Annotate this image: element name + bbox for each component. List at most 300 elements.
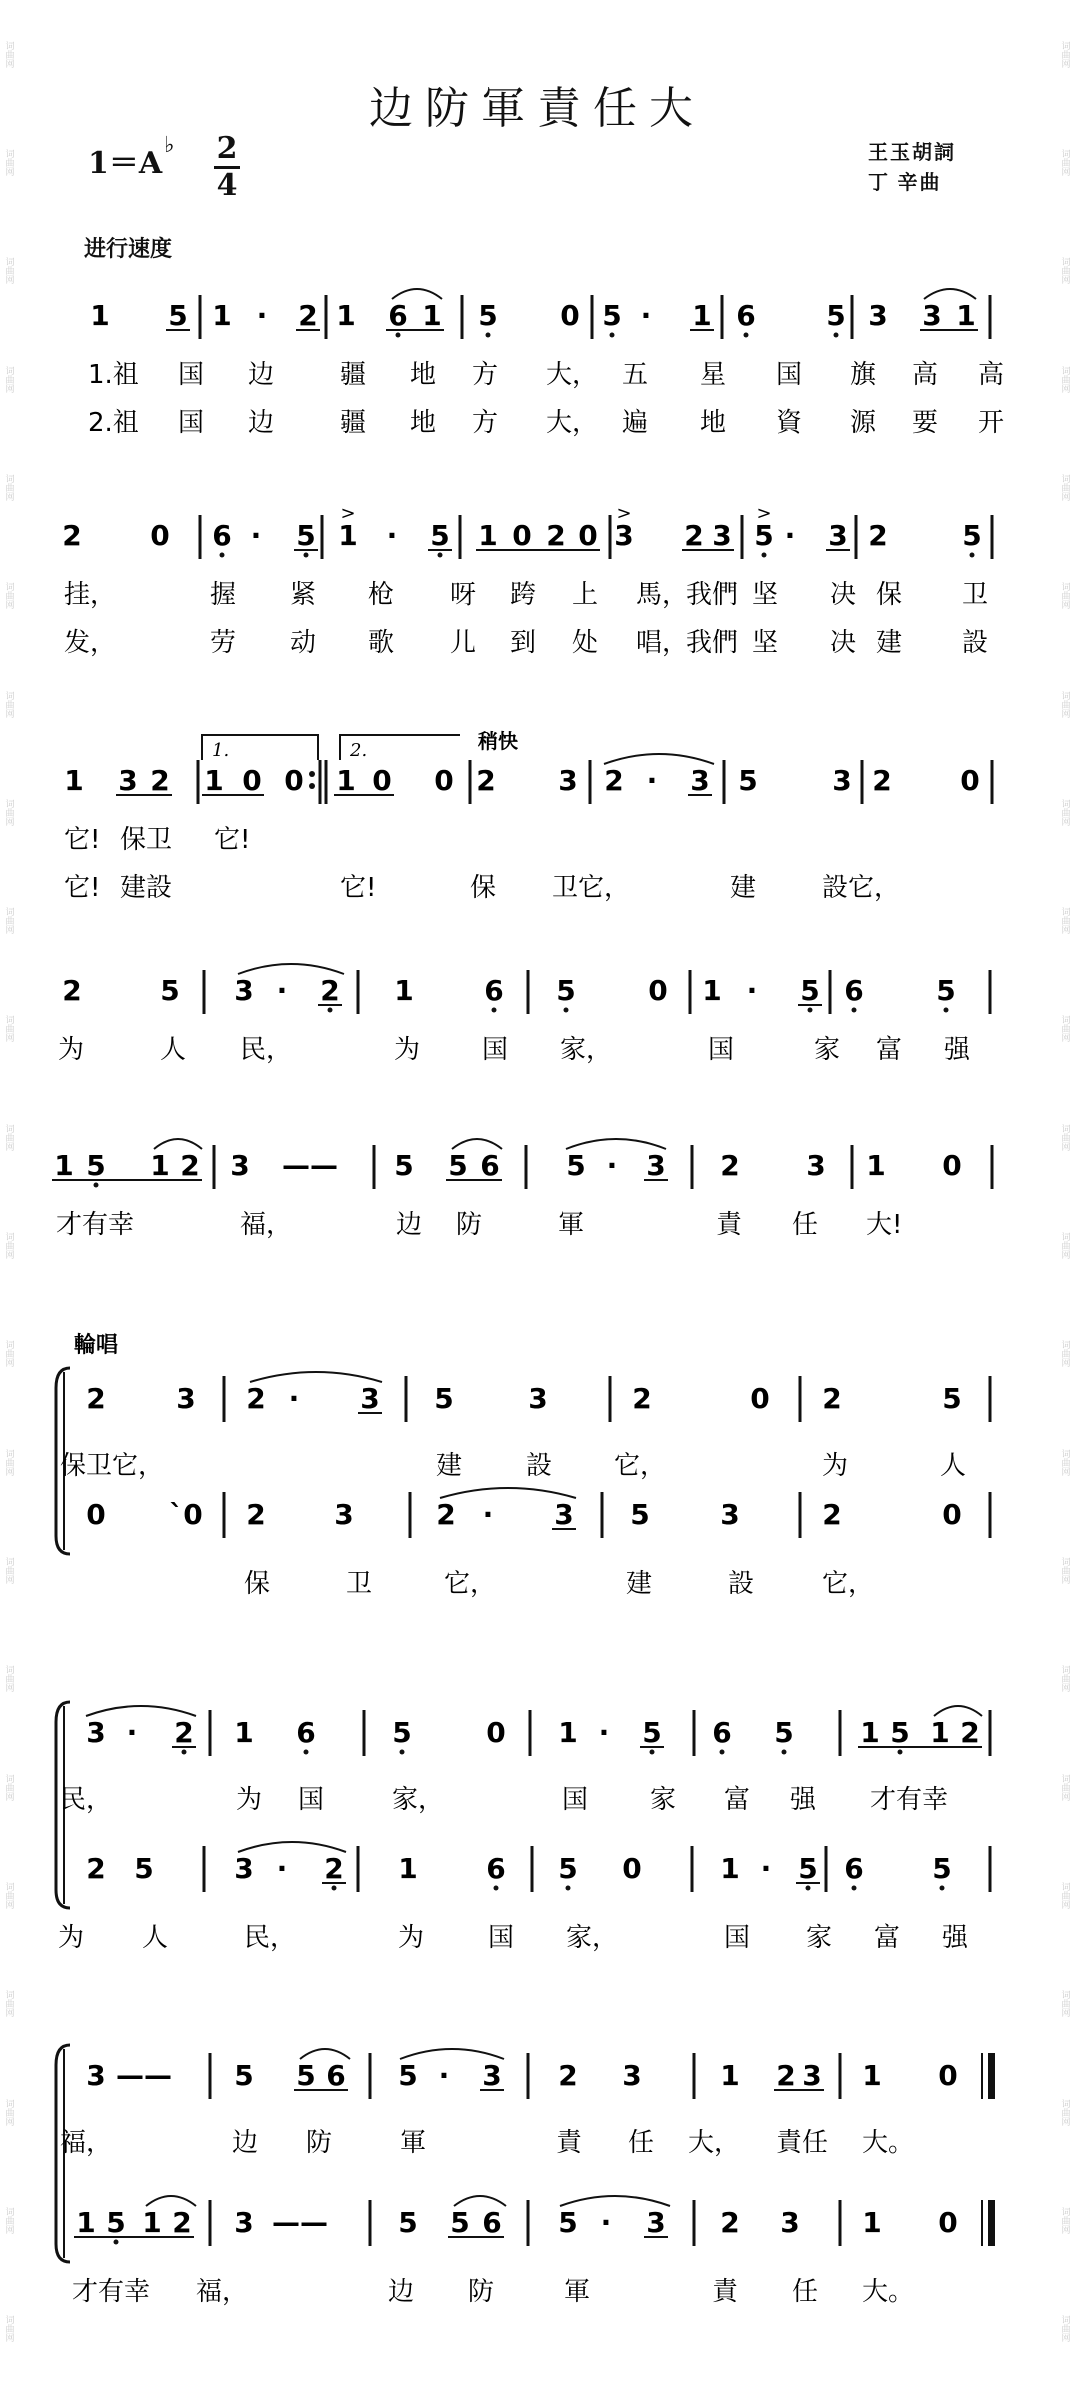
system-2-lyric: 枪 [368, 580, 395, 610]
system-1-note: 6 [736, 299, 756, 332]
round-3-upper-lyric: 軍 [400, 2128, 427, 2158]
system-4-note: 6 [484, 974, 504, 1007]
round-2-lower-lyric: 为 [398, 1923, 425, 1953]
system-2-octave-dot [762, 553, 767, 558]
watermark-text: 词曲网 [1059, 582, 1070, 610]
system-2-note: 0 [578, 519, 598, 552]
round-2-lower-octave-dot [332, 1886, 337, 1891]
round-3-upper-slur [400, 2049, 504, 2059]
watermark-text: 词曲网 [1059, 2315, 1070, 2343]
system-5-note: 3 [646, 1149, 666, 1182]
system-1-lyric: 疆 [340, 360, 367, 390]
round-3-upper-note: 1 [862, 2059, 882, 2092]
system-1-lyric: 五 [622, 360, 649, 390]
round-1-upper-note: 2 [246, 1382, 266, 1415]
round-1-upper-note: · [288, 1382, 300, 1415]
system-2-lyric: 保 [876, 580, 903, 610]
round-3-upper-lyric: 福， [60, 2128, 113, 2158]
system-2-octave-dot [970, 553, 975, 558]
system-3-note: · [646, 764, 658, 797]
round-1-lower-note: 0 [86, 1498, 106, 1531]
round-3-lower-lyric: 防 [468, 2277, 495, 2307]
system-3-note: 2 [476, 764, 496, 797]
round-3-lower-note: 6 [482, 2206, 502, 2239]
round-3-upper-note: 3 [86, 2059, 106, 2092]
round-3-lower-note: 1 [862, 2206, 882, 2239]
round-3-upper-final-bar [988, 2053, 995, 2099]
round-section-label: 輪唱 [74, 1333, 119, 1358]
round-2-lower-slur [238, 1842, 346, 1852]
system-5-slur [452, 1139, 502, 1149]
system-3-slur [604, 754, 714, 764]
system-1-lyric: 地 [410, 360, 437, 390]
watermark-text: 词曲网 [3, 1448, 14, 1476]
round-2-lower-note: 3 [234, 1852, 254, 1885]
round-3-upper-lyric: 責任 [776, 2128, 829, 2158]
round-1-lower-note: 3 [554, 1498, 574, 1531]
system-5-note: 6 [480, 1149, 500, 1182]
round-1-lower-note: 3 [720, 1498, 740, 1531]
system-2-lyric: 决 [830, 628, 857, 658]
system-1-note: 5 [478, 299, 498, 332]
watermark-text: 词曲网 [3, 2315, 14, 2343]
round-3-upper-note: 1 [720, 2059, 740, 2092]
key-text: 1＝A [88, 146, 163, 181]
system-2-accent: > [616, 503, 632, 524]
round-2-lower-note: · [760, 1852, 772, 1885]
system-2-note: · [784, 519, 796, 552]
system-1-lyric: 大， [546, 408, 599, 438]
system-5-lyric: 軍 [558, 1210, 585, 1240]
system-2-note: 3 [614, 519, 634, 552]
system-1-note: 6 [388, 299, 408, 332]
round-2-upper-note: 5 [642, 1716, 662, 1749]
round-2-upper-octave-dot [898, 1750, 903, 1755]
system-3-lyric: 建設 [120, 873, 173, 903]
round-1-lower-note: 2 [246, 1498, 266, 1531]
system-2-lyric: 握 [210, 580, 237, 610]
round-3-lower-note: 1 [76, 2206, 96, 2239]
watermark-text: 词曲网 [1059, 1881, 1070, 1909]
round-2-lower-note: 0 [622, 1852, 642, 1885]
system-1-lyric: 高 [978, 360, 1005, 390]
round-3-upper-note: 2 [558, 2059, 578, 2092]
system-1-note: 3 [868, 299, 888, 332]
round-3-upper-lyric: 边 [232, 2128, 259, 2158]
round-2-lower-octave-dot [852, 1886, 857, 1891]
system-1-slur [392, 289, 442, 299]
system-5-lyric: 任 [792, 1210, 819, 1240]
system-4-lyric: 国 [482, 1035, 509, 1065]
round-2-lower-lyric: 人 [142, 1923, 169, 1953]
system-2-lyric: 发， [64, 628, 117, 658]
round-1-upper-lyric: 为 [822, 1451, 849, 1481]
system-1-lyric: 地 [700, 408, 727, 438]
watermark-text: 词曲网 [1059, 1232, 1070, 1260]
system-1-note: · [640, 299, 652, 332]
round-1-lower-note: 2 [822, 1498, 842, 1531]
round-2-upper-slur [934, 1706, 982, 1716]
flat-sign: ♭ [164, 132, 175, 158]
watermark-text: 词曲网 [3, 365, 14, 393]
round-2-lower-note: 2 [86, 1852, 106, 1885]
round-2-upper-octave-dot [304, 1750, 309, 1755]
watermark-text: 词曲网 [1059, 1773, 1070, 1801]
system-1-note: 1 [692, 299, 712, 332]
lyricist-credit: 王玉胡詞 [868, 142, 956, 164]
system-2-lyric: 歌 [368, 628, 395, 658]
system-2-lyric: 上 [572, 580, 599, 610]
round-2-lower-lyric: 为 [58, 1923, 85, 1953]
system-4-octave-dot [808, 1008, 813, 1013]
watermark-text: 词曲网 [3, 473, 14, 501]
system-1-lyric: 遍 [622, 408, 649, 438]
watermark-text: 词曲网 [3, 1340, 14, 1368]
watermark-text: 词曲网 [3, 1015, 14, 1043]
round-2-lower-lyric: 强 [942, 1923, 969, 1953]
system-1-note: 5 [602, 299, 622, 332]
round-2-lower-octave-dot [566, 1886, 571, 1891]
system-2-note: · [250, 519, 262, 552]
system-5-lyric: 才有幸 [56, 1210, 135, 1240]
round-2-upper-note: 1 [234, 1716, 254, 1749]
system-5-note: —— [282, 1149, 338, 1182]
watermark-text: 词曲网 [1059, 365, 1070, 393]
system-3-note: 3 [832, 764, 852, 797]
system-2-accent: > [756, 503, 772, 524]
system-2-lyric: 我們 [686, 580, 739, 610]
tempo-marking: 进行速度 [84, 237, 173, 262]
watermark-text: 词曲网 [1059, 473, 1070, 501]
system-4-note: · [746, 974, 758, 1007]
system-2-lyric: 卫 [962, 580, 989, 610]
system-4-lyric: 国 [708, 1035, 735, 1065]
round-3-upper-lyric: 大。 [862, 2128, 915, 2158]
system-1-lyric: 高 [912, 360, 939, 390]
round-1-lower-lyric: 它， [444, 1569, 497, 1599]
watermark-text: 词曲网 [3, 690, 14, 718]
system-1-note: · [256, 299, 268, 332]
meter-bottom: 4 [216, 168, 238, 203]
round-3-lower-slur [146, 2196, 196, 2206]
system-4-lyric: 为 [394, 1035, 421, 1065]
round-2-lower-octave-dot [806, 1886, 811, 1891]
watermark-text: 词曲网 [1059, 798, 1070, 826]
system-4-slur [238, 964, 344, 974]
system-4-octave-dot [328, 1008, 333, 1013]
system-2-lyric: 紧 [290, 580, 317, 610]
system-1-lyric: 边 [248, 408, 275, 438]
round-1-upper-slur [250, 1372, 382, 1382]
round-2-lower-lyric: 家 [806, 1923, 833, 1953]
system-4-note: 5 [556, 974, 576, 1007]
round-3-lower-slur [560, 2196, 670, 2206]
system-4-lyric: 强 [944, 1035, 971, 1065]
round-3-lower-note: 5 [106, 2206, 126, 2239]
round-2-lower-lyric: 国 [724, 1923, 751, 1953]
watermark-text: 词曲网 [3, 257, 14, 285]
system-4-note: · [276, 974, 288, 1007]
volta-2-label: 2. [350, 740, 368, 761]
system-5-note: 1 [54, 1149, 74, 1182]
round-1-upper-lyric: 它， [614, 1451, 667, 1481]
round-2-lower-octave-dot [494, 1886, 499, 1891]
round-2-upper-lyric: 强 [790, 1785, 817, 1815]
system-2-octave-dot [438, 553, 443, 558]
watermark-text: 词曲网 [3, 148, 14, 176]
watermark-text: 词曲网 [3, 798, 14, 826]
round-3-lower-lyric: 任 [792, 2277, 819, 2307]
round-2-lower-octave-dot [940, 1886, 945, 1891]
system-1-note: 2 [298, 299, 318, 332]
system-3-note: 1 [64, 764, 84, 797]
round-3-lower-lyric: 責 [712, 2277, 739, 2307]
system-5-note: 2 [720, 1149, 740, 1182]
round-1-upper-note: 5 [434, 1382, 454, 1415]
round-3-lower-note: 1 [142, 2206, 162, 2239]
system-4-note: 2 [320, 974, 340, 1007]
watermark-text: 词曲网 [1059, 1340, 1070, 1368]
system-2-lyric: 唱， [636, 628, 689, 658]
system-2-lyric: 建 [876, 628, 903, 658]
round-2-upper-lyric: 富 [724, 1785, 751, 1815]
round-2-lower-note: 5 [798, 1852, 818, 1885]
round-2-lower-lyric: 富 [874, 1923, 901, 1953]
system-3-lyric: 保 [470, 873, 497, 903]
watermark-text: 词曲网 [3, 2206, 14, 2234]
round-1-lower-slur [440, 1488, 576, 1498]
system-5-note: · [606, 1149, 618, 1182]
round-2-lower-note: 5 [558, 1852, 578, 1885]
system-3-lyric: 設它， [822, 873, 901, 903]
system-3-lyric: 它! [64, 825, 101, 855]
round-3-lower-note: 3 [646, 2206, 666, 2239]
system-4-octave-dot [852, 1008, 857, 1013]
system-2-lyric: 設 [962, 628, 989, 658]
round-1-upper-note: 2 [632, 1382, 652, 1415]
round-2-upper-octave-dot [650, 1750, 655, 1755]
round-3-upper-note: 3 [622, 2059, 642, 2092]
system-2-lyric: 呀 [450, 580, 477, 610]
system-2-note: 2 [62, 519, 82, 552]
system-2-note: 0 [512, 519, 532, 552]
system-1-lyric: 地 [410, 408, 437, 438]
round-1-lower-note: 2 [436, 1498, 456, 1531]
system-3-note: 5 [738, 764, 758, 797]
round-2-upper-note: 5 [890, 1716, 910, 1749]
system-5-lyric: 边 [396, 1210, 423, 1240]
watermark-text: 词曲网 [1059, 1123, 1070, 1151]
round-1-upper-lyric: 設 [526, 1451, 553, 1481]
meter-top: 2 [216, 131, 238, 166]
system-1-octave-dot [610, 333, 615, 338]
system-4-lyric: 民， [240, 1035, 293, 1065]
system-1-lyric: 国 [776, 360, 803, 390]
watermark-text: 词曲网 [3, 1881, 14, 1909]
system-5-note: 1 [150, 1149, 170, 1182]
system-2-note: 5 [962, 519, 982, 552]
system-1-note: 1 [90, 299, 110, 332]
system-4-note: 2 [62, 974, 82, 1007]
system-5-lyric: 大! [866, 1210, 903, 1240]
round-2-lower-lyric: 民， [244, 1923, 297, 1953]
round-3-upper-note: · [438, 2059, 450, 2092]
system-3-lyric: 它! [214, 825, 251, 855]
system-5-lyric: 責 [716, 1210, 743, 1240]
watermark-text: 词曲网 [1059, 907, 1070, 935]
system-4-note: 3 [234, 974, 254, 1007]
system-2-note: 3 [828, 519, 848, 552]
round-3-upper-lyric: 責 [556, 2128, 583, 2158]
round-2-upper-note: 1 [558, 1716, 578, 1749]
system-5-note: 1 [866, 1149, 886, 1182]
system-4-note: 1 [394, 974, 414, 1007]
round-1-upper-note: 3 [528, 1382, 548, 1415]
system-5-note: 5 [448, 1149, 468, 1182]
round-2-lower-note: 5 [932, 1852, 952, 1885]
round-3-lower-final-bar [988, 2200, 995, 2246]
round-3-lower-note: 2 [720, 2206, 740, 2239]
system-4-lyric: 家， [560, 1035, 613, 1065]
round-1-upper-note: 3 [360, 1382, 380, 1415]
round-3-lower-note: 5 [398, 2206, 418, 2239]
system-2-lyric: 坚 [752, 580, 779, 610]
system-3-lyric: 保卫 [120, 825, 173, 855]
system-1-note: 1 [422, 299, 442, 332]
round-1-upper-lyric: 保卫它， [60, 1451, 165, 1481]
system-1-note: 3 [922, 299, 942, 332]
round-3-lower-note: 3 [780, 2206, 800, 2239]
system-1-lyric: 1.祖 [88, 360, 139, 390]
watermark-text: 词曲网 [1059, 257, 1070, 285]
system-1-lyric: 星 [700, 360, 727, 390]
round-2-lower-lyric: 家， [566, 1923, 619, 1953]
watermark-text: 词曲网 [1059, 1990, 1070, 2018]
system-1-note: 1 [336, 299, 356, 332]
round-3-lower-note: 5 [450, 2206, 470, 2239]
round-1-lower-note: 3 [334, 1498, 354, 1531]
round-1-lower-lyric: 設 [728, 1569, 755, 1599]
system-2-note: 6 [212, 519, 232, 552]
round-2-upper-note: 5 [774, 1716, 794, 1749]
round-2-upper-note: 6 [712, 1716, 732, 1749]
round-2-upper-lyric: 为 [236, 1785, 263, 1815]
round-2-upper-octave-dot [782, 1750, 787, 1755]
tempo-change-label: 稍快 [478, 729, 518, 753]
system-2-note: 0 [150, 519, 170, 552]
round-3-lower-note: 0 [938, 2206, 958, 2239]
system-2-lyric: 馬， [636, 580, 689, 610]
round-3-lower-octave-dot [114, 2240, 119, 2245]
round-3-lower-note: —— [272, 2206, 328, 2239]
watermark-text: 词曲网 [3, 1232, 14, 1260]
round-3-upper-note: 5 [398, 2059, 418, 2092]
round-3-upper-lyric: 任 [628, 2128, 655, 2158]
round-3-lower-note: 5 [558, 2206, 578, 2239]
round-1-lower-lyric: 建 [626, 1569, 653, 1599]
round-3-upper-note: 5 [234, 2059, 254, 2092]
system-1-lyric: 开 [978, 408, 1005, 438]
round-2-upper-octave-dot [400, 1750, 405, 1755]
round-2-upper-octave-dot [720, 1750, 725, 1755]
system-3-note: 2 [604, 764, 624, 797]
system-4-note: 5 [160, 974, 180, 1007]
round-2-upper-note: · [598, 1716, 610, 1749]
watermark-text: 词曲网 [3, 40, 14, 68]
system-4-octave-dot [492, 1008, 497, 1013]
round-2-lower-note: 5 [134, 1852, 154, 1885]
round-2-upper-note: 2 [174, 1716, 194, 1749]
system-3-note: 0 [284, 764, 304, 797]
system-4-note: 5 [800, 974, 820, 1007]
watermark-text: 词曲网 [1059, 148, 1070, 176]
system-2-lyric: 决 [830, 580, 857, 610]
system-1-lyric: 边 [248, 360, 275, 390]
system-4-octave-dot [564, 1008, 569, 1013]
system-1-lyric: 2.祖 [88, 408, 139, 438]
system-5-note: 3 [230, 1149, 250, 1182]
round-1-upper-note: 5 [942, 1382, 962, 1415]
round-3-lower-lyric: 边 [388, 2277, 415, 2307]
system-4-note: 1 [702, 974, 722, 1007]
round-1-lower-note: 0 [942, 1498, 962, 1531]
system-1-note: 1 [212, 299, 232, 332]
watermark-text: 词曲网 [1059, 1448, 1070, 1476]
round-2-lower-note: 1 [398, 1852, 418, 1885]
round-2-upper-note: 2 [960, 1716, 980, 1749]
system-4-lyric: 人 [160, 1035, 187, 1065]
system-2-lyric: 我們 [686, 628, 739, 658]
composer-credit: 丁 辛曲 [868, 172, 942, 194]
song-title: 边防軍責任大 [369, 83, 705, 134]
watermark-text: 词曲网 [1059, 690, 1070, 718]
round-3-lower-slur [454, 2196, 506, 2206]
round-1-upper-note: 3 [176, 1382, 196, 1415]
round-2-upper-note: 6 [296, 1716, 316, 1749]
system-1-note: 5 [168, 299, 188, 332]
system-2-note: 2 [684, 519, 704, 552]
system-5-lyric: 防 [456, 1210, 483, 1240]
system-5-lyric: 福， [240, 1210, 293, 1240]
system-4-note: 6 [844, 974, 864, 1007]
system-1-lyric: 疆 [340, 408, 367, 438]
round-3-upper-note: 3 [802, 2059, 822, 2092]
round-1-lower-note: · [482, 1498, 494, 1531]
system-1-octave-dot [396, 333, 401, 338]
system-5-slur [154, 1139, 202, 1149]
system-5-note: 0 [942, 1149, 962, 1182]
system-4-octave-dot [944, 1008, 949, 1013]
watermark-text: 词曲网 [1059, 2098, 1070, 2126]
round-2-upper-lyric: 国 [298, 1785, 325, 1815]
system-1-lyric: 国 [178, 408, 205, 438]
round-3-upper-note: 0 [938, 2059, 958, 2092]
system-3-repeat-dot [309, 783, 315, 789]
system-3-lyric: 它! [340, 873, 377, 903]
watermark-text: 词曲网 [1059, 1557, 1070, 1585]
round-2-upper-note: 3 [86, 1716, 106, 1749]
system-1-note: 0 [560, 299, 580, 332]
system-5-note: 5 [566, 1149, 586, 1182]
watermark-text: 词曲网 [1059, 2206, 1070, 2234]
round-2-upper-lyric: 家， [392, 1785, 445, 1815]
system-3-note: 0 [242, 764, 262, 797]
system-1-lyric: 資 [776, 408, 803, 438]
round-3-upper-note: 2 [776, 2059, 796, 2092]
system-3-note: 2 [150, 764, 170, 797]
round-2-lower-note: 6 [844, 1852, 864, 1885]
system-2-lyric: 跨 [510, 580, 537, 610]
